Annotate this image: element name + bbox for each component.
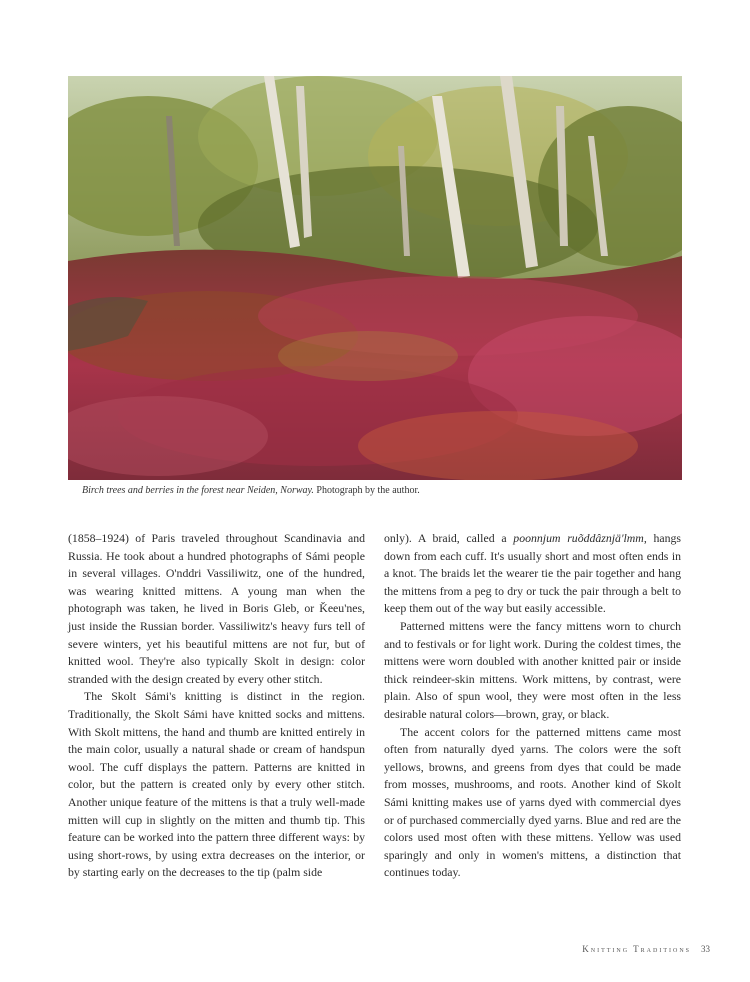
birch-forest-photo xyxy=(68,76,682,480)
page-footer xyxy=(582,944,710,954)
caption-credit: Photograph by the author. xyxy=(313,485,420,496)
left-column xyxy=(68,530,365,882)
running-head: Knitting Traditions xyxy=(582,944,691,954)
right-column xyxy=(384,530,681,882)
page-number: 33 xyxy=(701,944,710,954)
photo-caption xyxy=(82,485,682,496)
left-paragraph-1: (1858–1924) of Paris traveled throughout Scandinavia and Russia. He took about a hundred photographs of Sámi people in several villages. O'nddri Vassiliwitz, one of the hundred, was wearing knitted mittens. A young man when the photograph was taken, he lived in Boris Gleb, or Ǩeeu'nes, just inside the Russian border. Vassiliwitz's heavy furs tell of severe winters, yet his beautiful mittens are not fur, but of knitted wool. They're also typically Skolt in design: color stranded with the design created by every other stitch. xyxy=(68,531,365,686)
right-paragraph-3: The accent colors for the patterned mittens came most often from naturally dyed yarns. The colors were the soft yellows, browns, and greens from dyes that could be made from mosses, mushrooms, and roots. Another kind of Skolt Sámi knitting makes use of yarns dyed with commercial dyes or of purchased commercially dyed yarns. Blue and red are the colors used most often with these mittens. Yellow was used sparingly and only in women's mittens, a distinction that continues today. xyxy=(384,724,681,880)
right-paragraph-1-start: only). A braid, called a xyxy=(384,531,514,545)
right-paragraph-1-end: , hangs down from each cuff. It's usually short and most often ends in a knot. The braids let the wearer tie the pair together and hang the mittens from a peg to dry or tuck the pair through a belt to keep them out of the way but easily accessible. xyxy=(384,531,682,616)
right-paragraph-2: Patterned mittens were the fancy mittens worn to church and to festivals or for light work. During the coldest times, the mittens were worn doubled with another knitted pair or inside thick reindeer-skin mittens. Work mittens, by contrast, were plain. Also of spun wool, they were most often in the less desirable natural colors—brown, gray, or black. xyxy=(384,618,681,721)
caption-text: Birch trees and berries in the forest near Neiden, Norway. xyxy=(82,485,314,496)
photo-illustration xyxy=(68,76,682,480)
braid-term: poonnjum ruõddâznjä'lmm xyxy=(513,531,644,545)
right-paragraph-1 xyxy=(384,530,681,618)
left-paragraph-2: The Skolt Sámi's knitting is distinct in the region. Traditionally, the Skolt Sámi have knitted socks and mittens. With Skolt mittens, the hand and thumb are knitted entirely in the main color, usually a natural shade or cream of handspun wool. The cuff displays the pattern. Patterns are knitted in color, but the pattern is created only by every other stitch. Another unique feature of the mittens is that a truly well-made mitten will cup in slightly on the mitten and thumb tip. This feature can be worked into the pattern three different ways: by using short-rows, by using extra decreases on the interior, or by starting early on the decreases to the tip (palm side xyxy=(68,689,365,880)
